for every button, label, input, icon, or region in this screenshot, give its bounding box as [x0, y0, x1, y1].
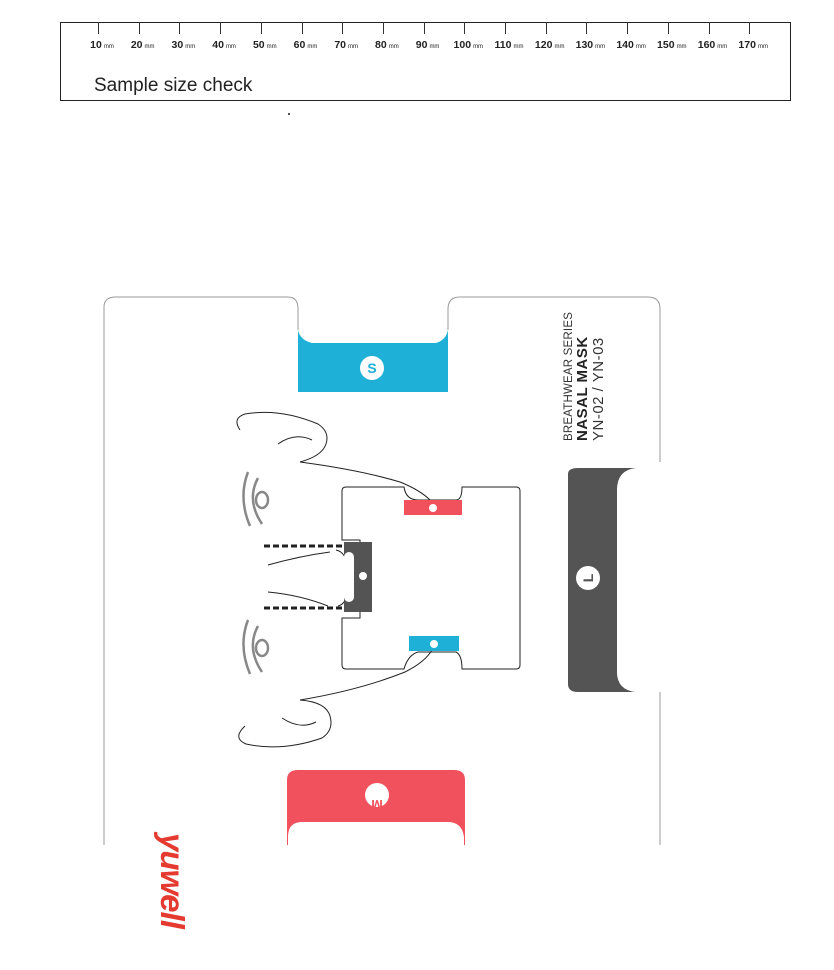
- ruler-tick-label: 170 mm: [738, 39, 768, 51]
- ruler-tick-label: 30 mm: [171, 39, 196, 51]
- size-badge-medium: M: [371, 797, 383, 813]
- ruler-tick-label: 100 mm: [453, 39, 484, 51]
- lower-ear: [239, 700, 331, 747]
- ruler-caption: Sample size check: [94, 75, 253, 96]
- eyes: [243, 472, 268, 674]
- ruler-tick-label: 140 mm: [616, 39, 646, 51]
- face-illustration: [237, 412, 432, 747]
- ruler-tick-label: 60 mm: [293, 39, 318, 51]
- ruler-tick-label: 160 mm: [697, 39, 728, 51]
- ruler-tick-label: 90 mm: [415, 39, 440, 51]
- ruler-tick-label: 20 mm: [130, 39, 155, 51]
- ruler-tick-label: 120 mm: [534, 39, 565, 51]
- upper-ear: [237, 412, 327, 462]
- size-badge-large: L: [580, 573, 596, 583]
- ruler-tick-label: 10 mm: [90, 39, 114, 51]
- logo-text: yuwell: [154, 833, 191, 928]
- ruler-tick-label: 50 mm: [252, 39, 277, 51]
- ruler-tick-label: 40 mm: [212, 39, 236, 51]
- product-models: YN-02 / YN-03: [589, 337, 607, 441]
- size-badge-small: S: [367, 360, 377, 376]
- product-name: NASAL MASK: [574, 336, 592, 441]
- ruler-tick-label: 130 mm: [575, 39, 606, 51]
- ruler-tick-label: 150 mm: [657, 39, 687, 51]
- ruler-tick-label: 70 mm: [334, 39, 359, 51]
- ruler-tick-label: 80 mm: [375, 39, 399, 51]
- series-name: BREATHWEAR SERIES: [563, 311, 575, 441]
- ruler-tick-label: 110 mm: [494, 39, 524, 51]
